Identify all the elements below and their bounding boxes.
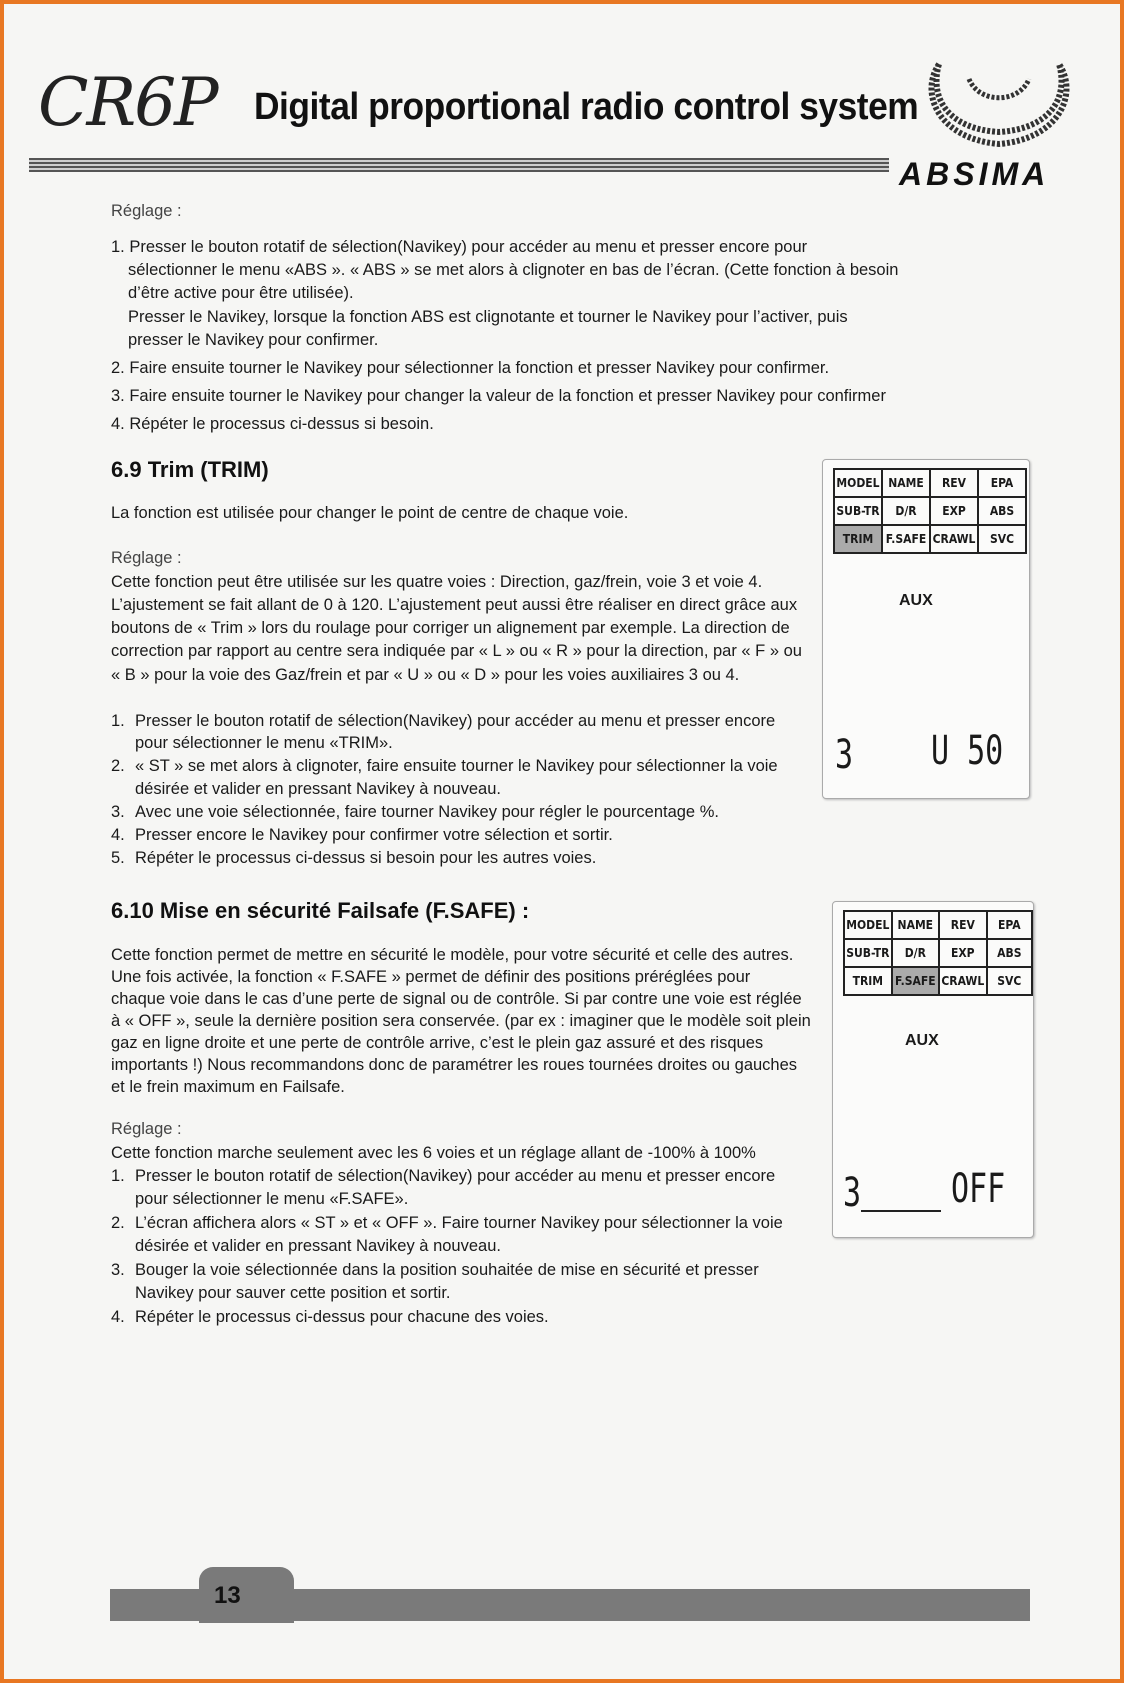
menu-cell: SVC [978, 525, 1026, 553]
menu-cell: REV [939, 911, 987, 939]
fsafe-step-cont: Navikey pour sauver cette position et sortir. [135, 1284, 451, 1302]
trim-para-line: boutons de « Trim » lors du roulage pour corriger un alignement par exemple. La direction de [111, 619, 790, 637]
trim-step: 2. « ST » se met alors à clignoter, faire ensuite tourner le Navikey pour sélectionner la voie [111, 757, 778, 775]
fsafe-para-line: à « OFF », seule la dernière position sera conservée. (par ex : imaginer que le modèle soit plein [111, 1012, 811, 1030]
menu-cell: NAME [882, 469, 930, 497]
fsafe-para-line: chaque voie dans le cas d’une perte de signal ou de contrôle. Si par contre une voie est réglée [111, 990, 802, 1008]
fsafe-lcd-screen [832, 901, 1034, 1238]
lcd-underline [861, 1210, 941, 1212]
menu-cell: SUB-TR [834, 497, 882, 525]
fsafe-para-line: Une fois activée, la fonction « F.SAFE » permet de définir des positions préréglées pour [111, 968, 751, 986]
lcd-channel: 3 [835, 732, 854, 778]
fsafe-step: 2. L’écran affichera alors « ST » et « OFF ». Faire tourner Navikey pour sélectionner la voie [111, 1214, 783, 1232]
menu-cell-selected: TRIM [834, 525, 882, 553]
fsafe-step: 4. Répéter le processus ci-dessus pour chacune des voies. [111, 1308, 549, 1326]
menu-cell-selected: F.SAFE [892, 967, 939, 995]
footer-bar [110, 1589, 1030, 1621]
trim-step: 1. Presser le bouton rotatif de sélection(Navikey) pour accéder au menu et presser encore [111, 712, 776, 730]
fsafe-step-cont: désirée et valider en pressant Navikey à nouveau. [135, 1237, 501, 1255]
abs-step-line: presser le Navikey pour confirmer. [128, 331, 379, 349]
trim-step-cont: pour sélectionner le menu «TRIM». [135, 734, 393, 752]
fsafe-reglage-label: Réglage : [111, 1120, 182, 1138]
trim-step: 5. Répéter le processus ci-dessus si besoin pour les autres voies. [111, 849, 597, 867]
fsafe-step-cont: pour sélectionner le menu «F.SAFE». [135, 1190, 409, 1208]
brand-name: ABSIMA [899, 156, 1050, 192]
lcd-aux-label: AUX [905, 1032, 939, 1049]
menu-cell: EXP [939, 939, 987, 967]
fsafe-para-line: gaz en ligne droite et une perte de contrôle arrive, c’est le plein gaz assuré et des risques [111, 1034, 764, 1052]
abs-step-line: 1. Presser le bouton rotatif de sélection(Navikey) pour accéder au menu et presser encore pour [111, 238, 808, 256]
menu-cell: CRAWL [930, 525, 978, 553]
lcd-value: U 50 [931, 728, 1004, 774]
fsafe-para-line: importants !) Nous recommandons donc de paramétrer les roues tournées droites ou gauches [111, 1056, 798, 1074]
trim-step: 4. Presser encore le Navikey pour confirmer votre sélection et sortir. [111, 826, 613, 844]
fsafe-para-line: et le frein maximum en Failsafe. [111, 1078, 345, 1096]
menu-cell: ABS [987, 939, 1032, 967]
menu-cell: SVC [987, 967, 1032, 995]
lcd-value: OFF [951, 1166, 1006, 1212]
product-logo: CR6P [38, 64, 217, 141]
fsafe-para-line: Cette fonction permet de mettre en sécurité le modèle, pour votre sécurité et celle des autres. [111, 946, 794, 964]
trim-para-line: L’ajustement se fait allant de 0 à 120. L’ajustement peut aussi être réaliser en direct grâce aux [111, 596, 798, 614]
trim-step-cont: désirée et valider en pressant Navikey à nouveau. [135, 780, 501, 798]
menu-cell: NAME [892, 911, 939, 939]
menu-cell: TRIM [844, 967, 892, 995]
trim-para-line: « B » pour la voie des Gaz/frein et par « U » ou « D » pour les voies auxiliaires 3 ou 4. [111, 666, 740, 684]
lcd-channel: 3 [843, 1170, 862, 1216]
abs-step-line: 3. Faire ensuite tourner le Navikey pour changer la valeur de la fonction et presser Navikey pour confirmer [111, 387, 886, 405]
menu-cell: MODEL [844, 911, 892, 939]
trim-step: 3. Avec une voie sélectionnée, faire tourner Navikey pour régler le pourcentage %. [111, 803, 719, 821]
fsafe-intro: Cette fonction marche seulement avec les 6 voies et un réglage allant de -100% à 100% [111, 1144, 756, 1162]
menu-cell: REV [930, 469, 978, 497]
menu-cell: CRAWL [939, 967, 987, 995]
menu-cell: SUB-TR [844, 939, 892, 967]
trim-intro: La fonction est utilisée pour changer le point de centre de chaque voie. [111, 504, 629, 522]
menu-grid [833, 468, 1027, 554]
page-number: 13 [214, 1582, 241, 1609]
menu-cell: EXP [930, 497, 978, 525]
menu-grid [843, 910, 1033, 996]
trim-lcd-screen [822, 459, 1030, 799]
header-title: Digital proportional radio control system [254, 86, 919, 128]
trim-heading: 6.9 Trim (TRIM) [111, 457, 269, 482]
menu-cell: EPA [987, 911, 1032, 939]
menu-cell: D/R [892, 939, 939, 967]
page-content [4, 4, 1120, 1679]
trim-para-line: Cette fonction peut être utilisée sur les quatre voies : Direction, gaz/frein, voie 3 et voie 4. [111, 573, 763, 591]
abs-step-line: 2. Faire ensuite tourner le Navikey pour sélectionner la fonction et presser Navikey pour confirmer. [111, 359, 830, 377]
menu-cell: D/R [882, 497, 930, 525]
menu-cell: EPA [978, 469, 1026, 497]
lcd-aux-label: AUX [899, 592, 933, 609]
trim-para-line: correction par rapport au centre sera indiquée par « L » ou « R » pour la direction, par « F » ou [111, 642, 802, 660]
fsafe-heading: 6.10 Mise en sécurité Failsafe (F.SAFE) : [111, 898, 530, 923]
menu-cell: ABS [978, 497, 1026, 525]
fsafe-step: 1. Presser le bouton rotatif de sélection(Navikey) pour accéder au menu et presser encore [111, 1167, 776, 1185]
abs-step-line: Presser le Navikey, lorsque la fonction ABS est clignotante et tourner le Navikey pour l’activer, puis [128, 308, 848, 326]
trim-reglage-label: Réglage : [111, 549, 182, 567]
abs-step-line: d’être active pour être utilisée). [128, 284, 354, 302]
fsafe-step: 3. Bouger la voie sélectionnée dans la position souhaitée de mise en sécurité et presser [111, 1261, 759, 1279]
abs-reglage-label: Réglage : [111, 202, 182, 220]
menu-cell: MODEL [834, 469, 882, 497]
menu-cell: F.SAFE [882, 525, 930, 553]
abs-step-line: 4. Répéter le processus ci-dessus si besoin. [111, 415, 434, 433]
abs-step-line: sélectionner le menu «ABS ». « ABS » se met alors à clignoter en bas de l’écran. (Cette fonction à besoin [128, 261, 899, 279]
